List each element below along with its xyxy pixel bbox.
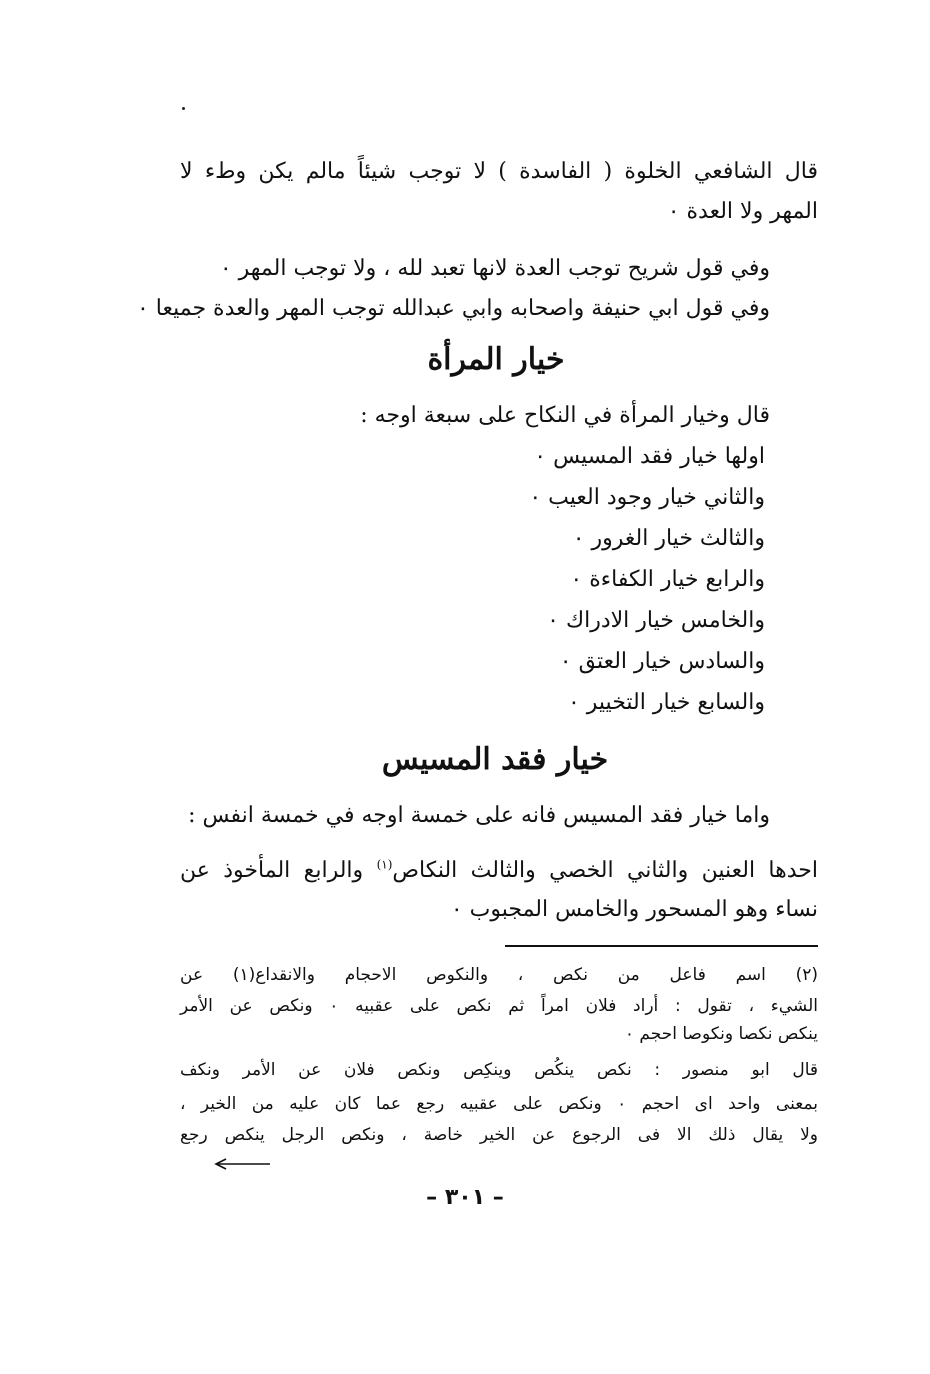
paragraph-1-line-1: قال الشافعي الخلوة ( الفاسدة ) لا توجب شيئاً مالم يكن وطء لا bbox=[180, 159, 818, 184]
footnote-line-2: الشيء ، تقول : أراد فلان امراً ثم نكص على عقبيه ٠ ونكص عن الأمر bbox=[180, 996, 818, 1016]
heading-womans-option: خيار المرأة bbox=[427, 342, 565, 377]
footnote-line-4: قال ابو منصور : نكص ينكُص وينكِص ونكص فلان عن الأمر ونكف bbox=[180, 1060, 818, 1080]
option-item: اولها خيار فقد المسيس ٠ bbox=[534, 444, 765, 469]
paragraph-5-line-1 bbox=[180, 856, 818, 886]
paragraph-3: وفي قول ابي حنيفة واصحابه وابي عبدالله توجب المهر والعدة جميعا ٠ bbox=[136, 296, 770, 321]
option-item: والسابع خيار التخيير ٠ bbox=[567, 690, 765, 715]
footnote-line-3: ينكص نكصا ونكوصا احجم ٠ bbox=[624, 1024, 818, 1044]
heading-lack-of-consummation: خيار فقد المسيس bbox=[381, 742, 609, 777]
paragraph-5-text-b: والرابع المأخوذ عن bbox=[180, 858, 377, 883]
option-item: والرابع خيار الكفاءة ٠ bbox=[570, 567, 765, 592]
paragraph-4: واما خيار فقد المسيس فانه على خمسة اوجه في خمسة انفس : bbox=[188, 803, 770, 828]
footnote-divider bbox=[505, 945, 818, 947]
paragraph-2: وفي قول شريح توجب العدة لانها تعبد لله ، ولا توجب المهر ٠ bbox=[219, 256, 770, 281]
continuation-arrow-icon bbox=[213, 1157, 271, 1171]
footnote-line-1: (٢) اسم فاعل من نكص ، والنكوص الاحجام والانقداع(١) عن bbox=[180, 965, 818, 985]
option-item: والخامس خيار الادراك ٠ bbox=[547, 608, 765, 633]
footnote-reference: (١) bbox=[376, 857, 393, 872]
option-item: والثاني خيار وجود العيب ٠ bbox=[529, 485, 765, 510]
ink-speck bbox=[182, 107, 185, 110]
page-number: – ٣٠١ – bbox=[426, 1185, 504, 1210]
footnote-line-5: بمعنى واحد اى احجم ٠ ونكص على عقبيه رجع عما كان عليه من الخير ، bbox=[180, 1094, 818, 1114]
footnote-line-6: ولا يقال ذلك الا فى الرجوع عن الخير خاصة ، ونكص الرجل ينكص رجع bbox=[180, 1125, 818, 1145]
option-item: والسادس خيار العتق ٠ bbox=[559, 649, 765, 674]
intro-line: قال وخيار المرأة في النكاح على سبعة اوجه : bbox=[360, 403, 770, 428]
paragraph-5-line-2: نساء وهو المسحور والخامس المجبوب ٠ bbox=[450, 897, 818, 922]
paragraph-1-line-2: المهر ولا العدة ٠ bbox=[667, 199, 818, 224]
option-item: والثالث خيار الغرور ٠ bbox=[572, 526, 765, 551]
paragraph-5-text-a: احدها العنين والثاني الخصي والثالث النكاص bbox=[392, 858, 819, 883]
